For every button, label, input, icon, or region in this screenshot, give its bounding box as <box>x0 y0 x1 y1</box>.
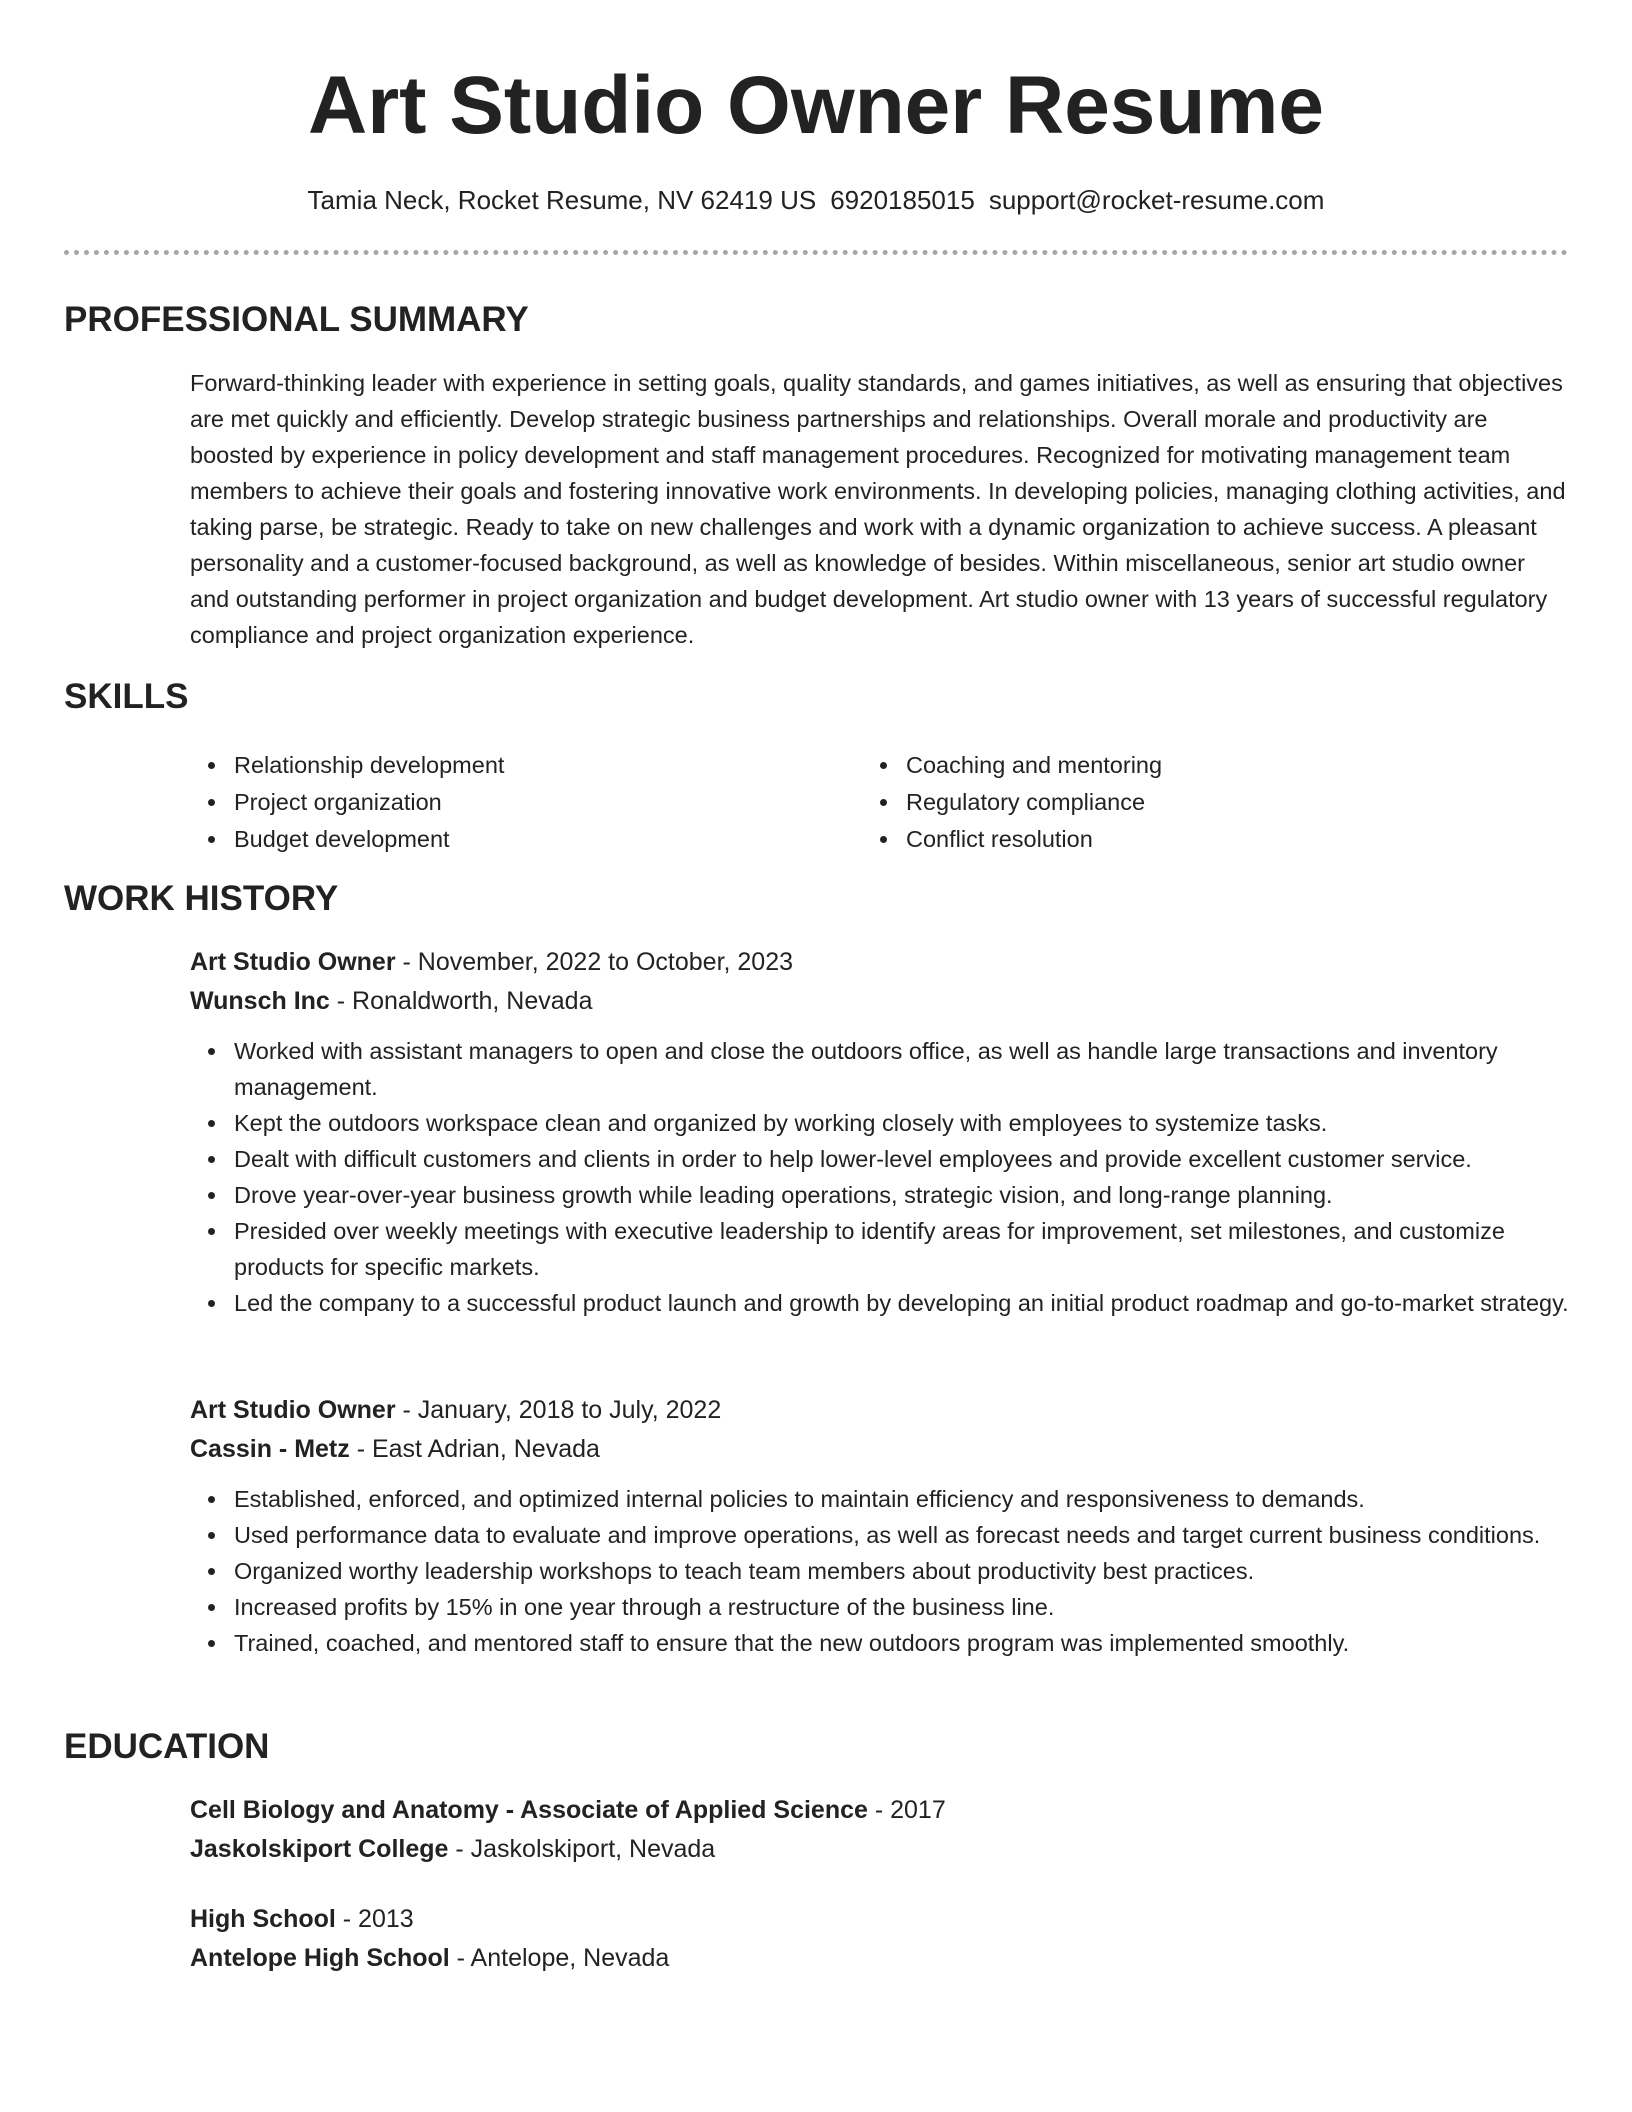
skills-column-left <box>190 747 504 858</box>
job-location: - East Adrian, Nevada <box>349 1435 600 1463</box>
education-school-line <box>190 1939 1580 1978</box>
job-title: Art Studio Owner <box>190 948 396 976</box>
job-bullet: Dealt with difficult customers and clients in order to help lower-level employees and provide excellent customer service. <box>234 1141 1580 1177</box>
education-entry <box>190 1791 1580 1869</box>
job-bullets <box>190 1481 1580 1661</box>
education-school-line <box>190 1830 1580 1869</box>
skill-item: Relationship development <box>234 747 504 784</box>
job-bullet: Trained, coached, and mentored staff to ensure that the new outdoors program was implemented smoothly. <box>234 1625 1580 1661</box>
job-dates: - January, 2018 to July, 2022 <box>395 1396 722 1424</box>
contact-email: support@rocket-resume.com <box>988 185 1325 215</box>
job-entry <box>190 943 1580 1321</box>
job-bullet: Increased profits by 15% in one year through a restructure of the business line. <box>234 1589 1580 1625</box>
job-bullet: Worked with assistant managers to open and close the outdoors office, as well as handle large transactions and inventory management. <box>234 1033 1580 1105</box>
education-year: - 2013 <box>335 1905 414 1933</box>
education-degree-line <box>190 1791 1580 1830</box>
education-school: Jaskolskiport College <box>190 1835 449 1863</box>
contact-address: Tamia Neck, Rocket Resume, NV 62419 US <box>307 185 817 215</box>
skill-item: Project organization <box>234 784 504 821</box>
job-bullet: Established, enforced, and optimized internal policies to maintain efficiency and responsiveness to demands. <box>234 1481 1580 1517</box>
contact-line <box>0 182 1632 218</box>
education-degree: Cell Biology and Anatomy - Associate of Applied Science <box>190 1796 868 1824</box>
work-history-heading: WORK HISTORY <box>64 879 339 918</box>
job-title-line <box>190 943 1580 982</box>
summary-text: Forward-thinking leader with experience in setting goals, quality standards, and games initiatives, as well as ensuring that objectives are met quickly and efficiently. Develop strategic business partnerships and relationships. Overall morale and productivity are boosted by experience in policy development and staff management procedures. Recognized for motivating management team members to achieve their goals and fostering innovative work environments. In developing policies, managing clothing activities, and taking parse, be strategic. Ready to take on new challenges and work with a dynamic organization to achieve success. A pleasant personality and a customer-focused background, as well as knowledge of besides. Within miscellaneous, senior art studio owner and outstanding performer in project organization and budget development. Art studio owner with 13 years of successful regulatory compliance and project organization experience. <box>190 370 1566 648</box>
job-company-line <box>190 1430 1580 1469</box>
resume-title: Art Studio Owner Resume <box>307 60 1325 151</box>
skill-item: Budget development <box>234 821 504 858</box>
skills-heading: SKILLS <box>64 677 189 716</box>
job-dates: - November, 2022 to October, 2023 <box>395 948 794 976</box>
job-bullet: Presided over weekly meetings with executive leadership to identify areas for improvement, set milestones, and customize products for specific markets. <box>234 1213 1580 1285</box>
job-bullet: Drove year-over-year business growth while leading operations, strategic vision, and long-range planning. <box>234 1177 1580 1213</box>
education-degree-line <box>190 1900 1580 1939</box>
job-bullet: Kept the outdoors workspace clean and organized by working closely with employees to systemize tasks. <box>234 1105 1580 1141</box>
skill-item: Conflict resolution <box>906 821 1162 858</box>
job-company: Cassin - Metz <box>190 1435 350 1463</box>
job-company-line <box>190 982 1580 1021</box>
education-school: Antelope High School <box>190 1944 450 1972</box>
education-degree: High School <box>190 1905 336 1933</box>
education-year: - 2017 <box>867 1796 946 1824</box>
skill-item: Regulatory compliance <box>906 784 1162 821</box>
summary-heading: PROFESSIONAL SUMMARY <box>64 300 529 339</box>
job-bullet: Used performance data to evaluate and improve operations, as well as forecast needs and target current business conditions. <box>234 1517 1580 1553</box>
education-entry <box>190 1900 1580 1978</box>
job-company: Wunsch Inc <box>190 987 330 1015</box>
skill-item: Coaching and mentoring <box>906 747 1162 784</box>
header-divider <box>64 250 1568 255</box>
skills-column-right <box>862 747 1162 858</box>
job-title-line <box>190 1391 1580 1430</box>
job-bullet: Organized worthy leadership workshops to teach team members about productivity best practices. <box>234 1553 1580 1589</box>
education-location: - Jaskolskiport, Nevada <box>448 1835 716 1863</box>
job-location: - Ronaldworth, Nevada <box>329 987 593 1015</box>
job-bullet: Led the company to a successful product launch and growth by developing an initial product roadmap and go-to-market strategy. <box>234 1285 1580 1321</box>
job-bullets <box>190 1033 1580 1321</box>
education-heading: EDUCATION <box>64 1727 270 1766</box>
job-title: Art Studio Owner <box>190 1396 396 1424</box>
contact-phone: 6920185015 <box>830 185 975 215</box>
education-location: - Antelope, Nevada <box>449 1944 670 1972</box>
job-entry <box>190 1391 1580 1661</box>
